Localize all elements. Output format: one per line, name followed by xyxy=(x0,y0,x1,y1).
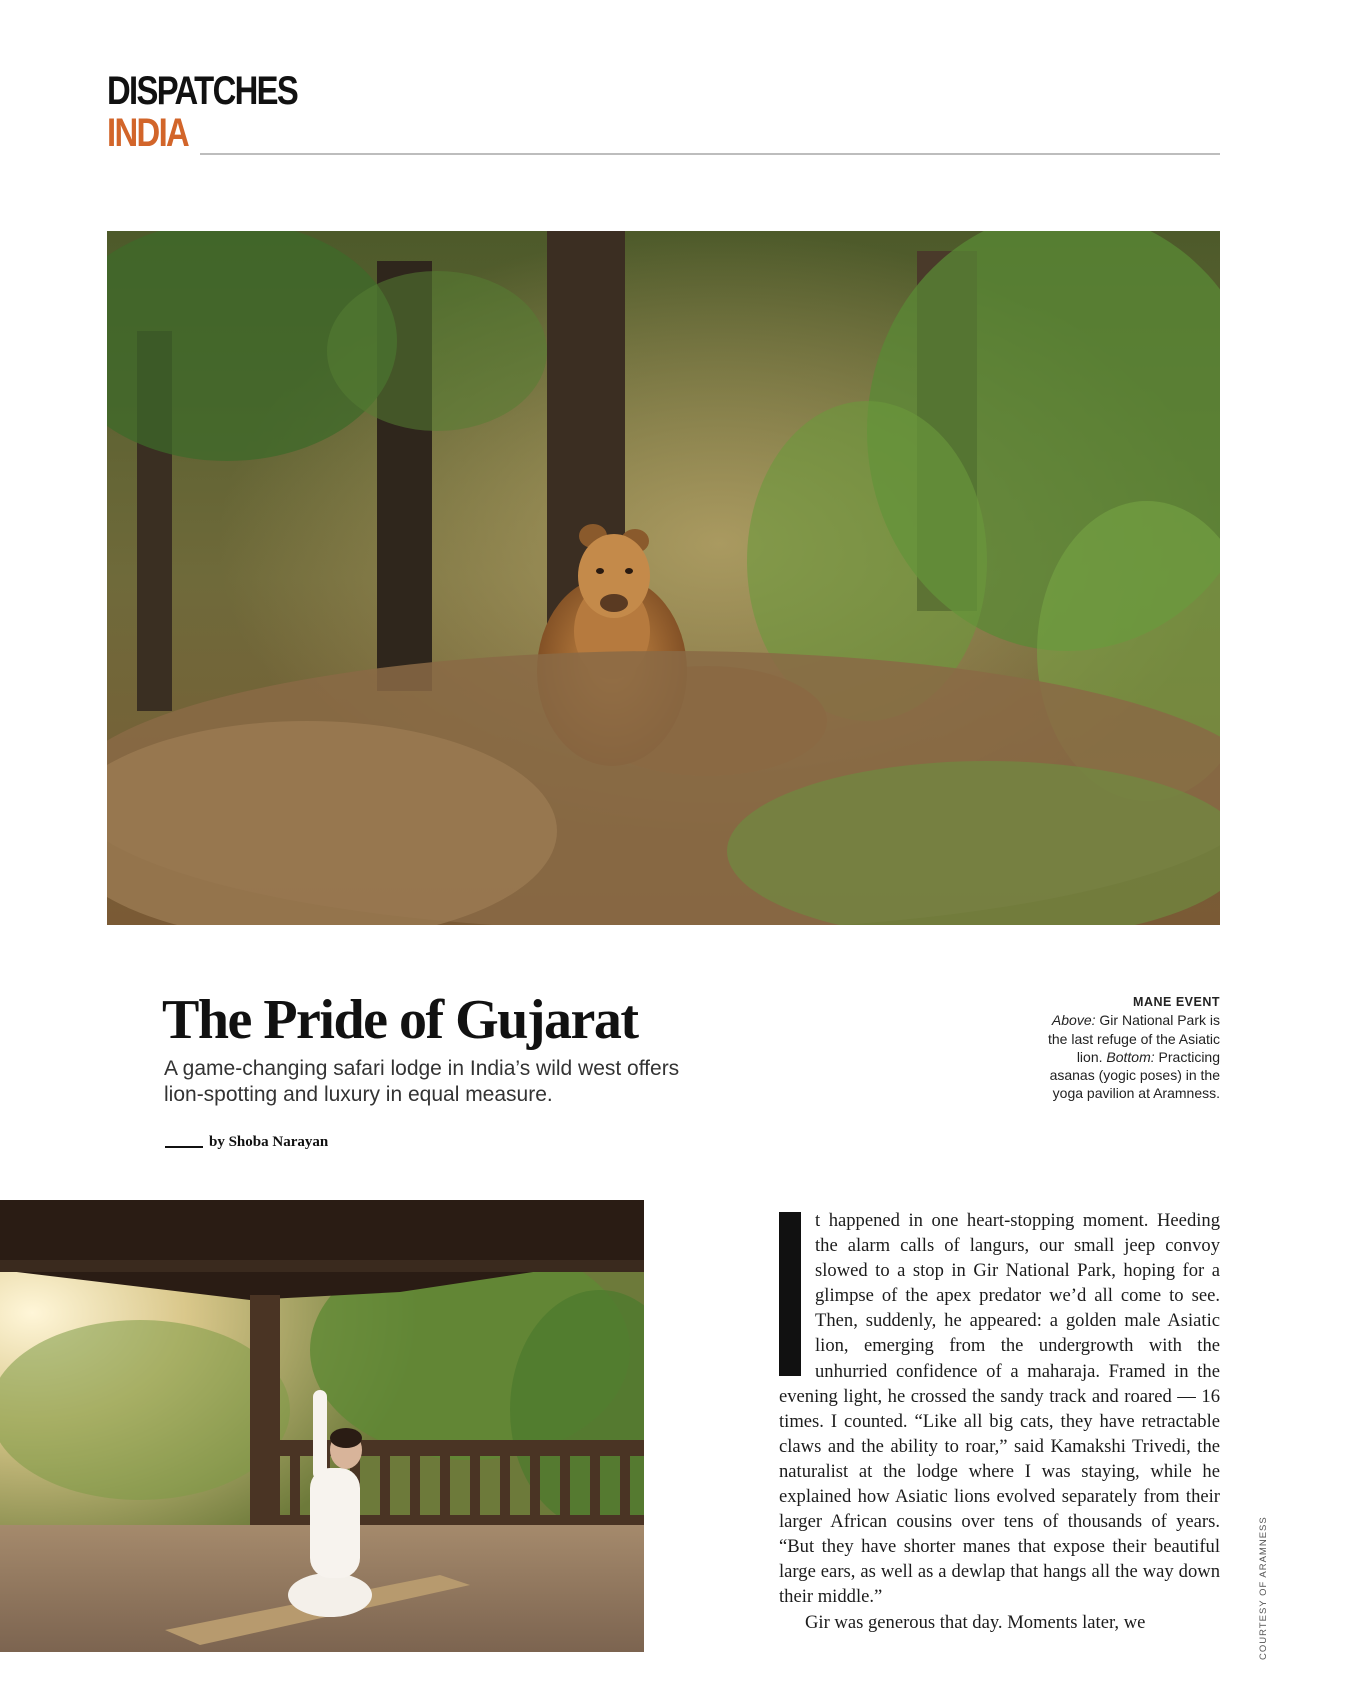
article-byline: by Shoba Narayan xyxy=(209,1134,329,1150)
section-kicker: DISPATCHES xyxy=(107,69,298,113)
caption-above-text: Gir National Park is the last refuge of the Asiatic lion. xyxy=(1048,1012,1220,1065)
body-paragraph-2: Gir was generous that day. Moments later, we xyxy=(805,1611,1146,1633)
section-region: INDIA xyxy=(107,111,189,155)
hero-lion-photo xyxy=(107,231,1220,925)
caption-above-label: Above: xyxy=(1051,1012,1096,1029)
body-paragraph-1 xyxy=(779,1208,1220,1610)
article-dek: A game-changing safari lodge in India’s wild west offers lion-spotting and luxury in equal measure. xyxy=(164,1057,680,1106)
drop-cap-I xyxy=(779,1212,801,1376)
caption-bottom-text: Practicing asanas (yogic poses) in the yoga pavilion at Aramness. xyxy=(1049,1048,1220,1102)
header-rule xyxy=(200,153,1220,155)
yoga-photo xyxy=(0,1200,644,1652)
photo-caption xyxy=(1035,993,1220,1103)
caption-heading: MANE EVENT xyxy=(1133,995,1220,1009)
byline-rule xyxy=(165,1146,203,1148)
body-paragraph-1-text: t happened in one heart-stopping moment. Heeding the alarm calls of langurs, our small jeep convoy slowed to a stop in Gir National Park, hoping for a glimpse of the apex predator we’d all come to see. Then, suddenly, he appeared: a golden male Asiatic lion, emerging from the undergrowth with the unhurried confidence of a maharaja. Framed in the evening light, he crossed the sandy track and roared — 16 times. I counted. “Like all big cats, they have retractable claws and the ability to roar,” said Kamakshi Trivedi, the naturalist at the lodge where I was staying, while he explained how Asiatic lions evolved separately from their larger African cousins over tens of thousands of years. “But they have shorter manes that expose their beautiful large ears, as well as a dewlap that hangs all the way down their middle.” xyxy=(779,1210,1220,1608)
yoga-illustration xyxy=(0,1200,644,1652)
lion-illustration xyxy=(107,231,1220,925)
article-title: The Pride of Gujarat xyxy=(162,989,638,1051)
article-body xyxy=(779,1208,1220,1635)
caption-bottom-label: Bottom: xyxy=(1106,1048,1155,1065)
section-header xyxy=(107,70,297,154)
photo-credit: COURTESY OF ARAMNESS xyxy=(1258,1516,1269,1660)
